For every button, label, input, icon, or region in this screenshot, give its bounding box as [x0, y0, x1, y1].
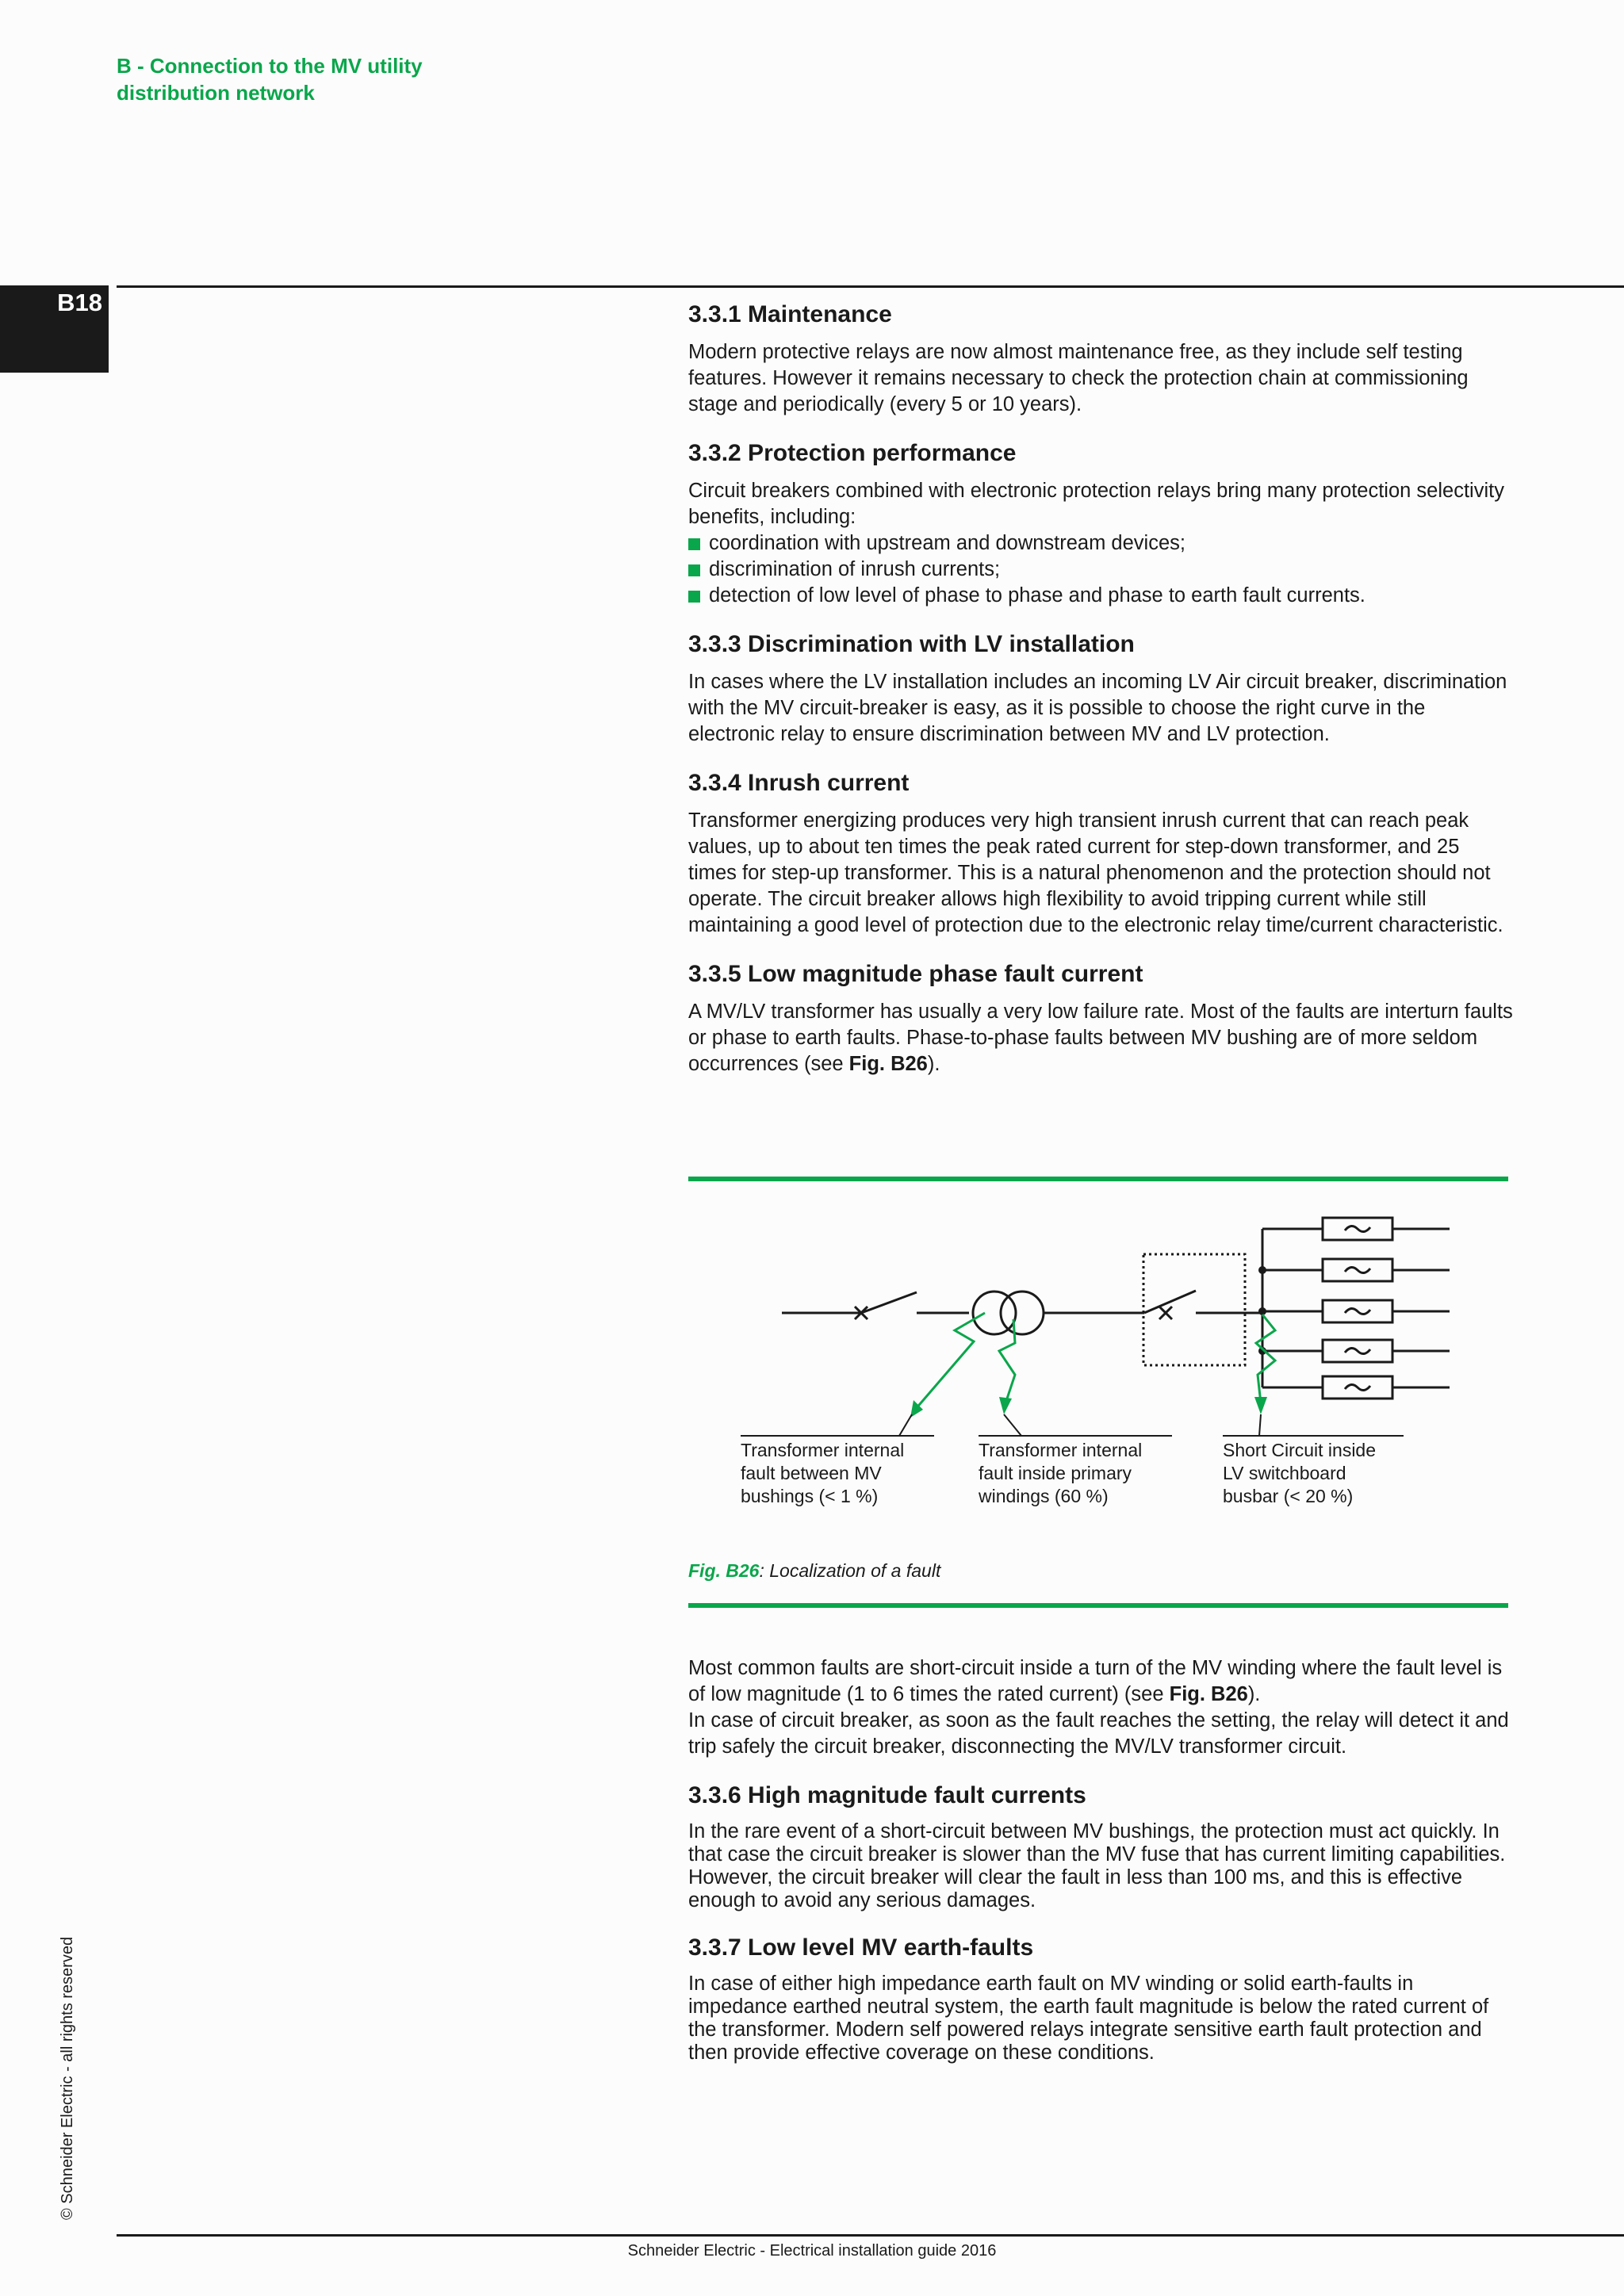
section-body: A MV/LV transformer has usually a very low failure rate. Most of the faults are interturn faults or phase to earth faults. Phase-to-phase faults between MV bushing are of more seldom occurrences (see Fig. B26). [688, 1001, 1513, 1075]
ac-symbol-icon [1345, 1384, 1370, 1390]
fault-discussion [688, 1655, 1513, 1760]
section-heading: 3.3.4 Inrush current [688, 770, 910, 796]
section-body: Transformer energizing produces very high transient inrush current that can reach peak values, up to about ten times the peak rated current for step-down transformer, and 25 times for step-up transformer. This is a natural phenomenon and the protection should not operate. The circuit breaker allows high flexibility to avoid tripping current while still maintaining a good level of protection due to the electronic relay time/current characteristic. [688, 809, 1503, 936]
paragraph: Most common faults are short-circuit inside a turn of the MV winding where the fault level is of low magnitude (1 to 6 times the rated current) (see Fig. B26). [688, 1657, 1503, 1705]
copyright-notice: © Schneider Electric - all rights reserved [59, 1936, 76, 2220]
footer-text: Schneider Electric - Electrical installation guide 2016 [627, 2242, 997, 2260]
bullet-square-icon [688, 538, 700, 550]
section-heading: 3.3.5 Low magnitude phase fault current [688, 961, 1143, 987]
transformer-secondary-winding [1001, 1292, 1044, 1334]
list-item: coordination with upstream and downstream devices; [688, 530, 1513, 557]
main-content-continued [688, 1655, 1513, 2085]
bullet-list [688, 530, 1513, 609]
paragraph: In case of circuit breaker, as soon as the fault reaches the setting, the relay will detect it and trip safely the circuit breaker, disconnecting the MV/LV transformer circuit. [688, 1709, 1509, 1758]
header-rule [117, 285, 1624, 288]
fault-arrow-lv-busbar-icon [1256, 1314, 1275, 1403]
section-heading: 3.3.1 Maintenance [688, 301, 892, 327]
fault-label-primary-windings: Transformer internal fault inside primary windings (60 %) [979, 1440, 1143, 1506]
arrow-head-icon [999, 1397, 1012, 1414]
ac-symbol-icon [1345, 1348, 1370, 1353]
list-item: discrimination of inrush currents; [688, 557, 1513, 583]
chapter-title [117, 52, 423, 106]
figure-reference: Fig. B26 [848, 1053, 928, 1075]
section-3-3-4 [688, 768, 1513, 939]
chapter-title-line1: B - Connection to the MV utility [117, 54, 423, 78]
section-body: Modern protective relays are now almost maintenance free, as they include self testing features. However it remains necessary to check the protection chain at commissioning stage and periodically (every 5 or 10 years). [688, 341, 1469, 415]
list-item: detection of low level of phase to phase and phase to earth fault currents. [688, 583, 1513, 609]
figure-top-rule [688, 1177, 1508, 1181]
section-body: In case of either high impedance earth fault on MV winding or solid earth-faults in impedance earthed neutral system, the earth fault magnitude is below the rated current of the transformer. Modern self powered relays integrate sensitive earth fault protection and then provide effective coverage on these conditions. [688, 1973, 1489, 2064]
ac-symbol-icon [1345, 1226, 1370, 1231]
ac-symbol-icon [1345, 1267, 1370, 1272]
section-body: Circuit breakers combined with electronic protection relays bring many protection selectivity benefits, including: [688, 480, 1504, 528]
figure-bottom-rule [688, 1603, 1508, 1608]
chapter-title-line2: distribution network [117, 81, 315, 105]
lv-switchboard-enclosure [1143, 1254, 1245, 1365]
fault-localization-figure [688, 1196, 1508, 1529]
figure-number: Fig. B26 [688, 1560, 760, 1581]
section-heading: 3.3.3 Discrimination with LV installation [688, 631, 1135, 657]
ac-symbol-icon [1345, 1308, 1370, 1314]
page-number-tab: B18 [0, 285, 109, 373]
mv-breaker-contact [861, 1292, 917, 1313]
section-3-3-6 [688, 1781, 1513, 1912]
transformer-primary-winding [973, 1292, 1016, 1334]
figure-caption: Fig. B26: Localization of a fault [688, 1560, 941, 1581]
fault-arrow-mv-bushings-icon [915, 1313, 985, 1410]
fault-label-lv-busbar: Short Circuit inside LV switchboard busbar (< 20 %) [1223, 1440, 1377, 1506]
busbar-node [1258, 1307, 1266, 1315]
section-body: In the rare event of a short-circuit between MV bushings, the protection must act quickly. In that case the circuit breaker is slower than the MV fuse that has current limiting capabilities. However, the circuit breaker will clear the fault in less than 100 ms, and this is effective enough to avoid any serious damages. [688, 1820, 1506, 1911]
footer-rule [117, 2234, 1624, 2237]
section-3-3-5 [688, 959, 1513, 1077]
figure-reference: Fig. B26 [1169, 1683, 1248, 1705]
arrow-head-icon [1254, 1397, 1267, 1414]
bullet-square-icon [688, 591, 700, 603]
section-3-3-2 [688, 438, 1513, 609]
section-3-3-1 [688, 300, 1513, 418]
main-content [688, 300, 1513, 1098]
fault-label-mv-bushings: Transformer internal fault between MV bushings (< 1 %) [741, 1440, 905, 1506]
section-3-3-3 [688, 629, 1513, 748]
section-heading: 3.3.7 Low level MV earth-faults [688, 1934, 1034, 1961]
busbar-node [1258, 1266, 1266, 1274]
section-3-3-7 [688, 1933, 1513, 2064]
section-heading: 3.3.6 High magnitude fault currents [688, 1782, 1086, 1808]
section-heading: 3.3.2 Protection performance [688, 440, 1017, 466]
section-body: In cases where the LV installation includes an incoming LV Air circuit breaker, discrimination with the MV circuit-breaker is easy, as it is possible to choose the right curve in the electronic relay to ensure discrimination between MV and LV protection. [688, 671, 1507, 745]
bullet-square-icon [688, 564, 700, 576]
